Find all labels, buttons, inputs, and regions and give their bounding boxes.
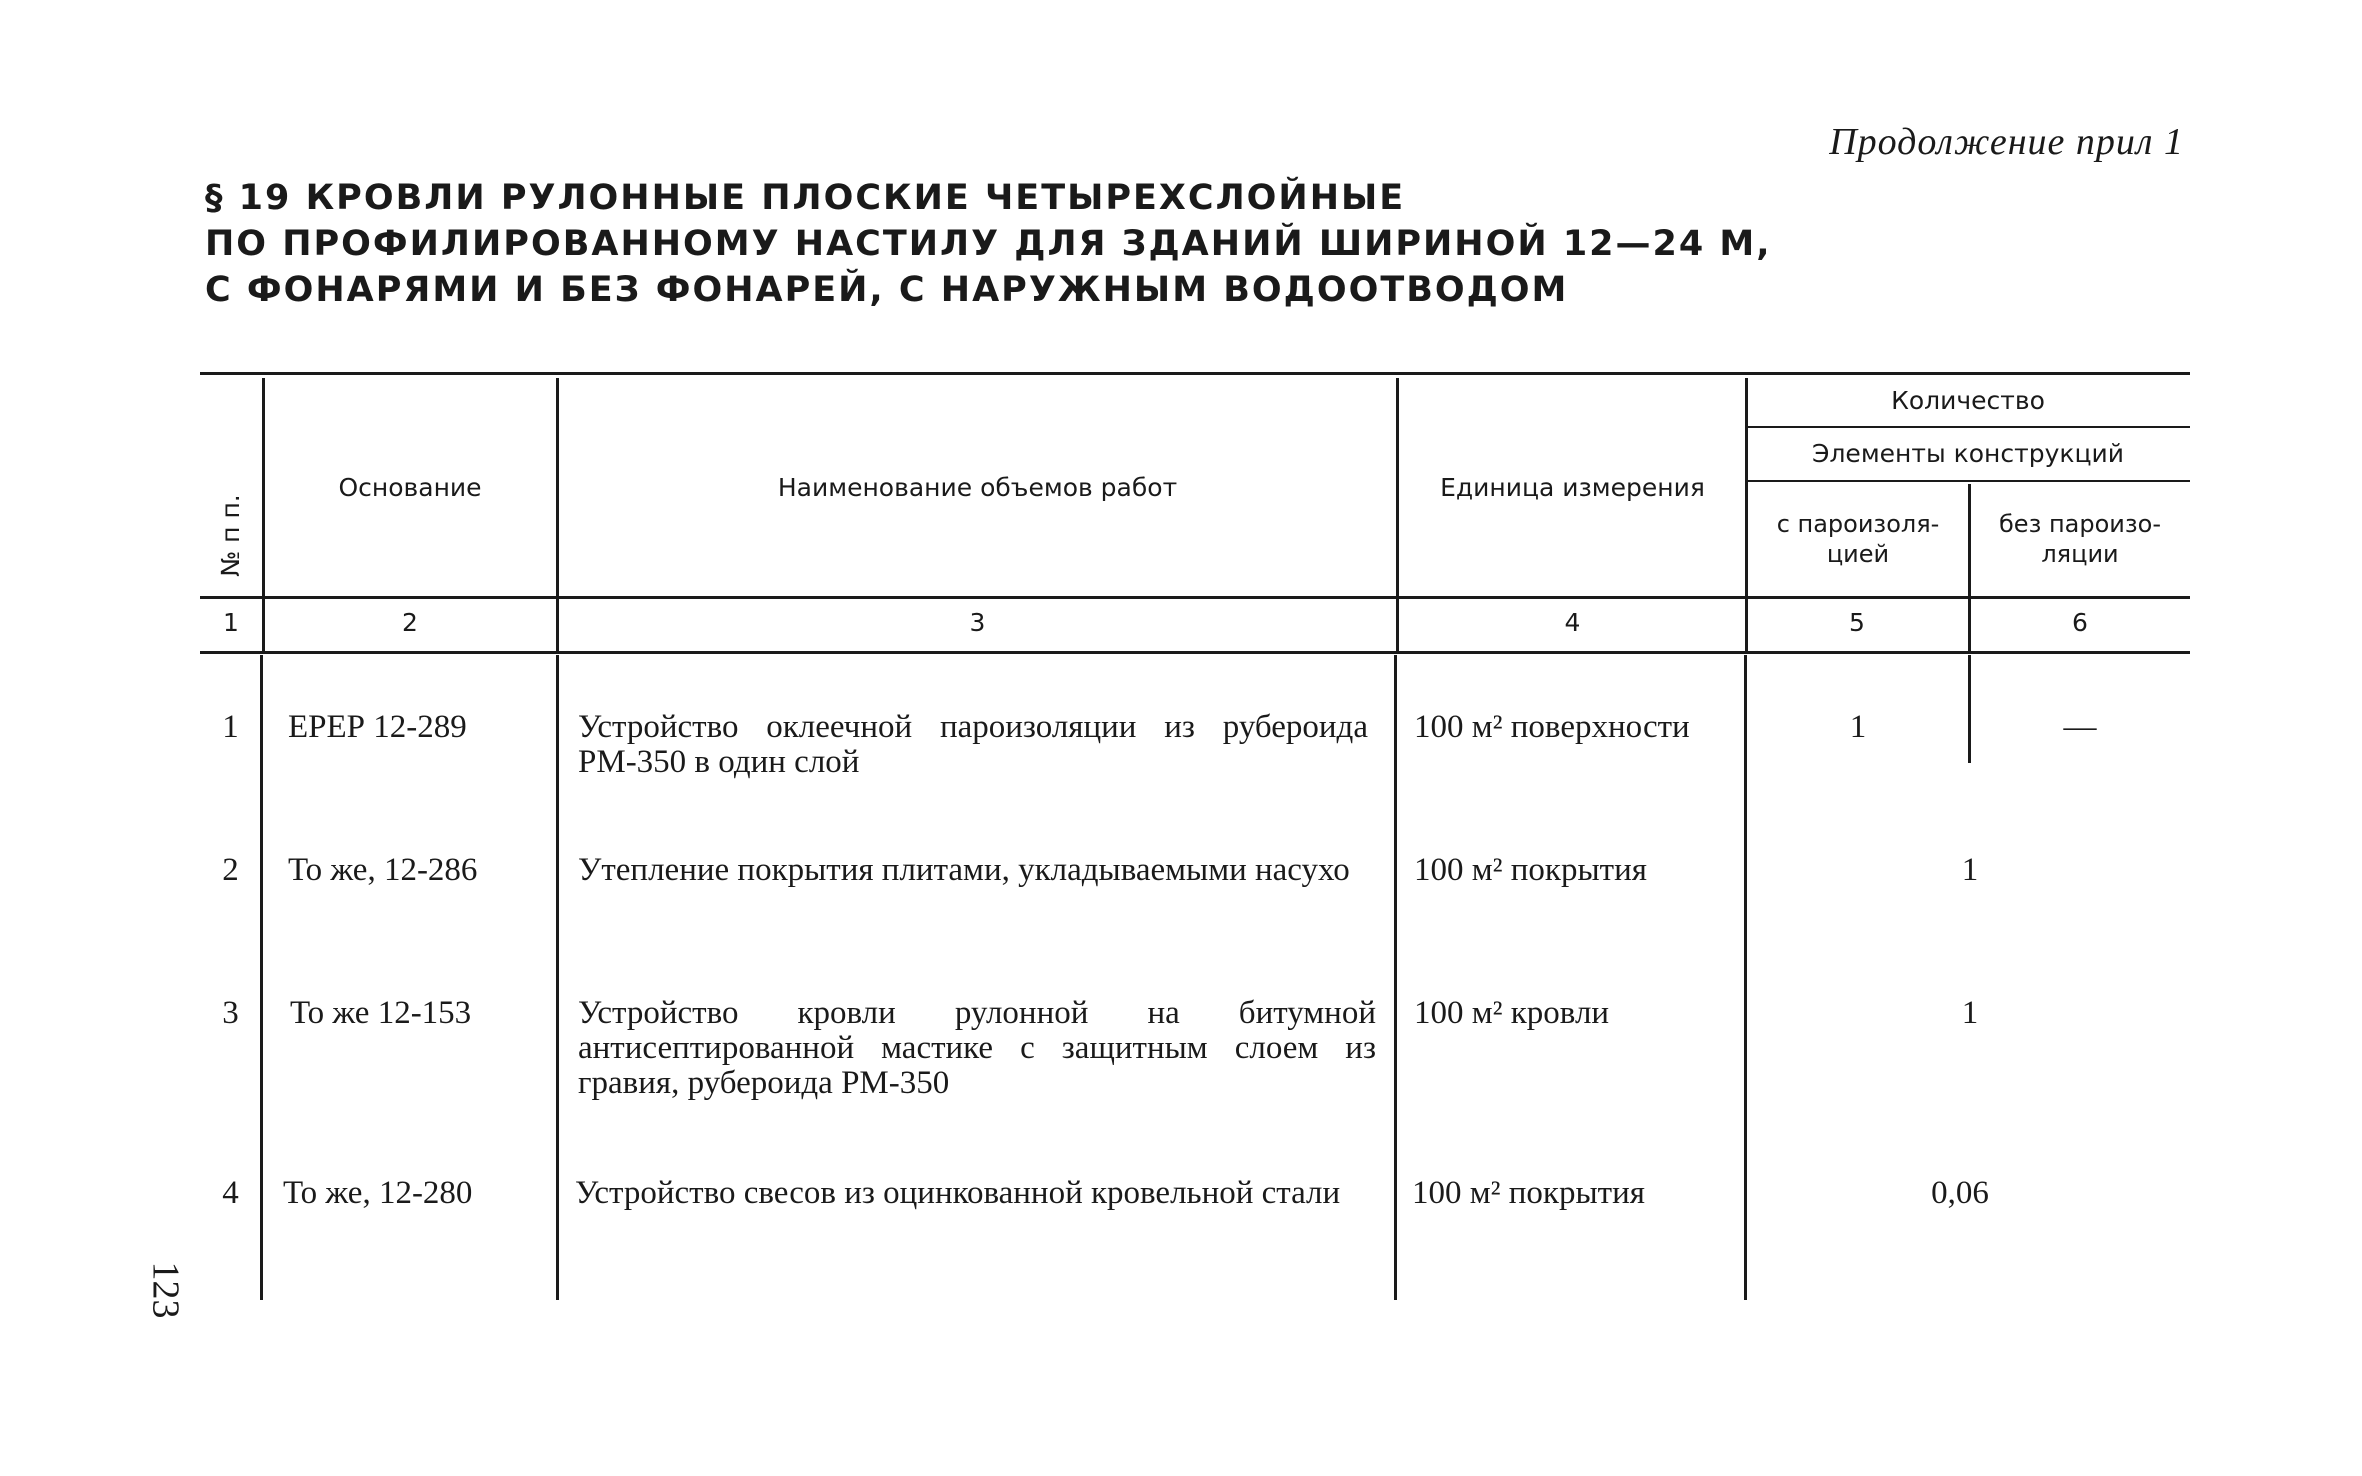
row-unit: 100 м² покрытия — [1414, 852, 1647, 888]
row-no: 3 — [222, 995, 239, 1031]
row-basis: То же, 12-286 — [288, 852, 478, 888]
col-number: 4 — [1564, 608, 1581, 637]
row-qty-without-vapor: — — [2063, 709, 2097, 745]
col-number: 5 — [1849, 608, 1865, 637]
col-divider — [1744, 655, 1747, 1300]
title-line: § 19 КРОВЛИ РУЛОННЫЕ ПЛОСКИЕ ЧЕТЫРЕХСЛОЙНЫЕ — [205, 178, 1406, 218]
row-basis: ЕРЕР 12-289 — [288, 709, 467, 745]
header-col-no: № п п. — [215, 493, 245, 577]
table-top-rule — [200, 372, 2190, 375]
col-divider — [1396, 598, 1399, 652]
header-with-vapor: с пароизоля- цией — [1776, 510, 1940, 568]
header-without-vapor: без пароизо- ляции — [1999, 510, 2161, 568]
row-no: 1 — [222, 709, 239, 745]
colnum-bottom-rule — [200, 651, 2190, 654]
col-divider — [1968, 598, 1971, 652]
col-number: 6 — [2072, 608, 2088, 637]
header-col-name: Наименование объемов работ — [777, 472, 1178, 502]
col-divider — [556, 655, 559, 1300]
title-line: С ФОНАРЯМИ И БЕЗ ФОНАРЕЙ, С НАРУЖНЫМ ВОДООТВОДОМ — [205, 270, 1569, 310]
page-number: 123 — [144, 1261, 186, 1319]
section-title — [205, 175, 1772, 313]
row-work-name: Устройство кровли рулонной на битумной антисептированной мастике с защитным слоем из гравия, рубероида РМ-350 — [578, 995, 1376, 1101]
row-no: 4 — [222, 1175, 239, 1211]
row-no: 2 — [222, 852, 239, 888]
row-unit: 100 м² поверхности — [1414, 709, 1690, 745]
header-rule — [1745, 426, 2190, 428]
row-basis: То же 12-153 — [290, 995, 472, 1031]
header-col-basis: Основание — [338, 472, 482, 502]
col-divider — [556, 598, 559, 652]
col-divider — [1394, 655, 1397, 1300]
row-qty: 0,06 — [1931, 1175, 1989, 1211]
header-elements: Элементы конструкций — [1812, 439, 2124, 468]
row-basis: То же, 12-280 — [283, 1175, 473, 1211]
header-quantity: Количество — [1891, 386, 2045, 415]
row-qty: 1 — [1961, 995, 1979, 1031]
col-divider — [1968, 484, 1971, 598]
header-bottom-rule — [200, 596, 2190, 599]
title-line: ПО ПРОФИЛИРОВАННОМУ НАСТИЛУ ДЛЯ ЗДАНИЙ ШИРИНОЙ 12—24 М, — [205, 224, 1772, 264]
col-divider — [1968, 655, 1971, 763]
row-work-name: Устройство свесов из оцинкованной кровельной стали — [575, 1175, 1341, 1211]
col-number: 2 — [402, 608, 418, 637]
col-divider — [260, 655, 263, 1300]
header-rule — [1745, 480, 2190, 482]
col-divider — [1396, 378, 1399, 598]
header-col-unit: Единица измерения — [1440, 472, 1705, 502]
col-number: 1 — [223, 608, 239, 637]
row-unit: 100 м² покрытия — [1412, 1175, 1645, 1211]
row-qty: 1 — [1961, 852, 1979, 888]
row-work-name: Устройство оклеечной пароизоляции из рубероида РМ-350 в один слой — [578, 709, 1368, 780]
col-divider — [556, 378, 559, 598]
row-work-name: Утепление покрытия плитами, укладываемыми насухо — [578, 852, 1350, 888]
col-number: 3 — [969, 608, 986, 637]
row-unit: 100 м² кровли — [1414, 995, 1610, 1031]
continuation-note: Продолжение прил 1 — [1829, 121, 2184, 163]
row-qty-with-vapor: 1 — [1849, 709, 1867, 745]
